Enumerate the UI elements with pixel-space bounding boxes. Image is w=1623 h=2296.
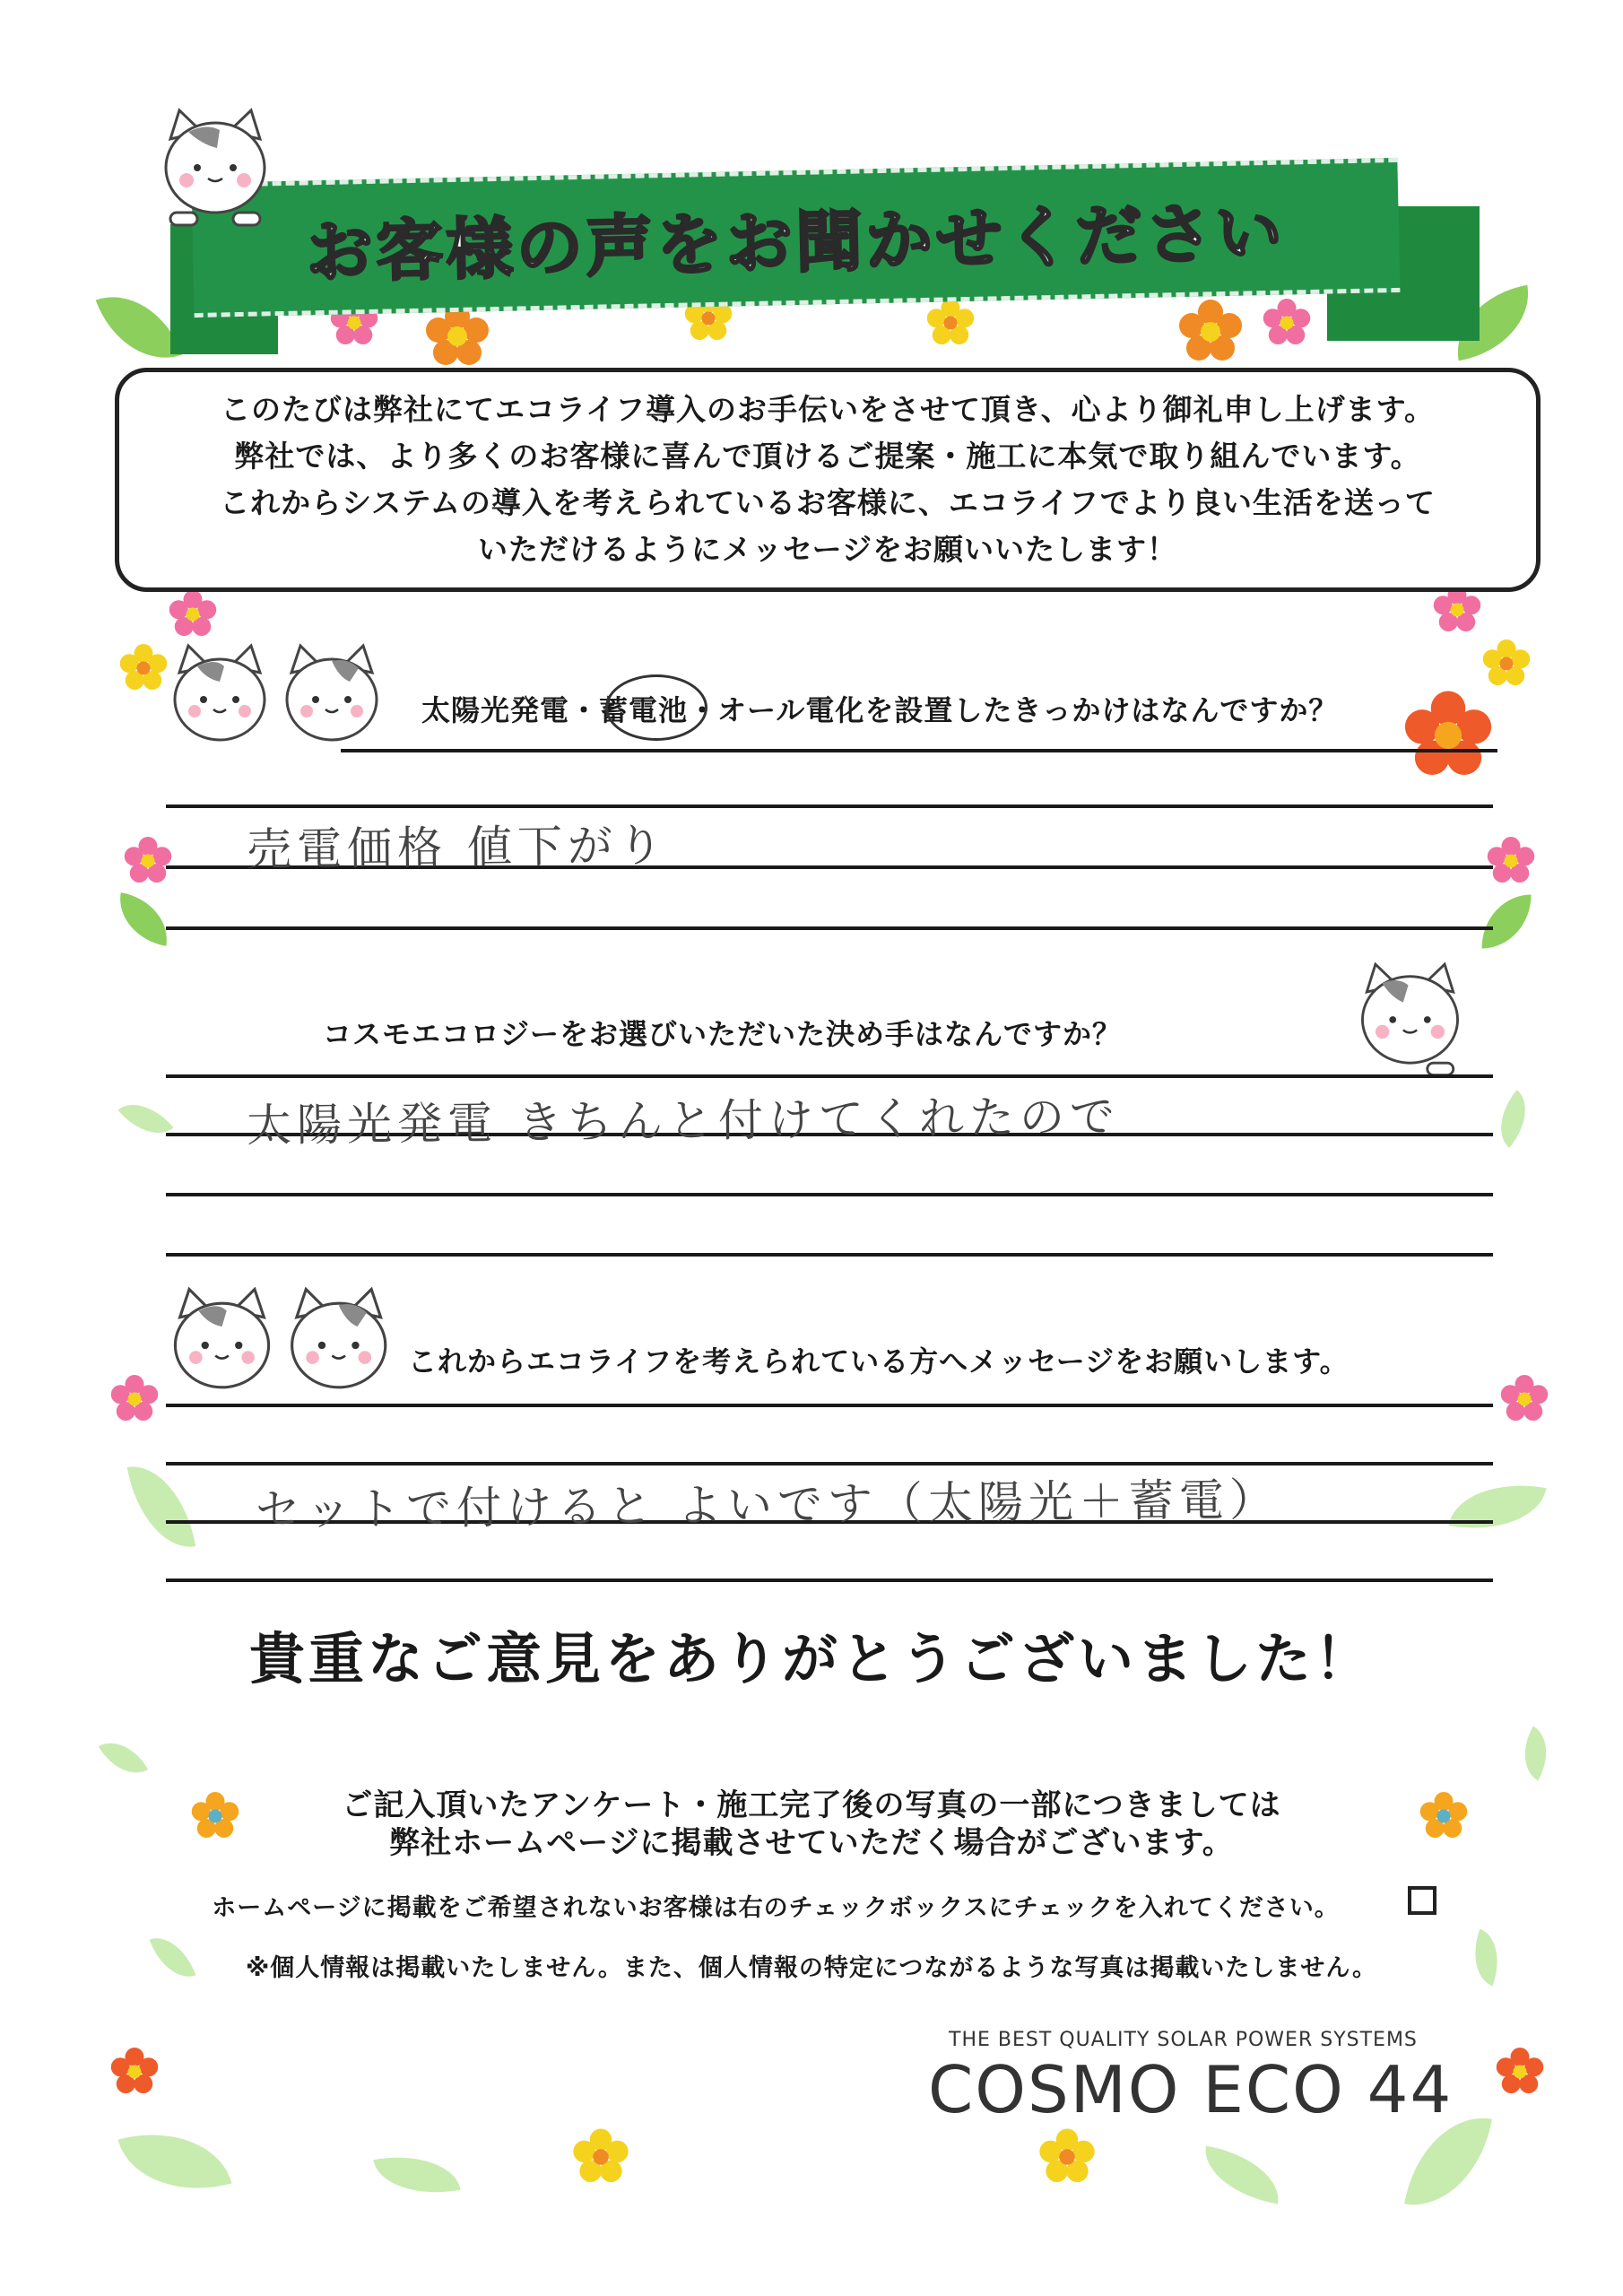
answer-1: 売電価格 値下がり — [246, 819, 669, 876]
flower-icon — [924, 296, 977, 350]
privacy-notice: ※個人情報は掲載いたしません。また、個人情報の特定につながるような写真は掲載いたしません。 — [246, 1954, 1377, 1982]
page-title: お客様の声をお聞かせください — [305, 194, 1287, 292]
leaf-decoration — [1198, 2146, 1285, 2205]
leaf-decoration — [117, 1090, 173, 1148]
notice-line-2: 弊社ホームページに掲載させていただく場合がございます。 — [389, 1825, 1234, 1861]
question-underline — [166, 1404, 1493, 1407]
flower-icon — [108, 1372, 161, 1426]
leaf-decoration — [1511, 1726, 1560, 1781]
company-logo: COSMO ECO 44 — [928, 2052, 1454, 2127]
leaf-decoration — [99, 1731, 148, 1786]
checkbox-label: ホームページに掲載をご希望されないお客様は右のチェックボックスにチェックを入れてください。 — [212, 1894, 1340, 1922]
flower-icon — [166, 587, 220, 641]
leaf-decoration — [1485, 1090, 1541, 1148]
flower-icon — [1480, 637, 1533, 691]
thanks-heading: 貴重なご意見をありがとうございました！ — [248, 1626, 1374, 1692]
intro-line: このたびは弊社にてエコライフ導入のお手伝いをさせて頂き、心より御礼申し上げます。 — [220, 392, 1436, 427]
flower-icon — [1260, 296, 1314, 350]
flower-icon — [108, 2045, 161, 2099]
logo-tagline: THE BEST QUALITY SOLAR POWER SYSTEMS — [949, 2029, 1418, 2051]
answer-3: セットで付けると よいです（太陽光＋蓄電） — [255, 1474, 1280, 1536]
question-3: これからエコライフを考えられている方へメッセージをお願いします。 — [408, 1344, 1350, 1378]
flower-icon — [1484, 834, 1538, 888]
flower-icon — [1175, 296, 1246, 368]
answer-line — [166, 926, 1493, 930]
leaf-decoration — [113, 892, 174, 946]
flower-icon — [1036, 2126, 1098, 2188]
question-underline — [166, 1074, 1493, 1078]
question-2: コスモエコロジーをお選びいただいた決め手はなんですか？ — [323, 1017, 1123, 1051]
question-1: 太陽光発電・蓄電池・オール電化を設置したきっかけはなんですか？ — [421, 693, 1339, 727]
answer-2: 太陽光発電 きちんと付けてくれたので — [246, 1090, 1121, 1152]
flower-icon — [1493, 2045, 1547, 2099]
notice-line-1: ご記入頂いたアンケート・施工完了後の写真の一部につきましては — [342, 1787, 1281, 1823]
flower-icon — [117, 641, 170, 695]
leaf-decoration — [1449, 1473, 1547, 1541]
leaf-decoration — [1482, 895, 1532, 949]
leaf-decoration — [118, 2114, 232, 2209]
leaf-decoration — [373, 2146, 460, 2205]
flower-icon — [1497, 1372, 1551, 1426]
answer-line — [166, 1253, 1493, 1257]
answer-line — [166, 1462, 1493, 1465]
question-underline — [341, 749, 1497, 752]
cat-pair-mascot-icon — [166, 641, 381, 758]
answer-line — [166, 1578, 1493, 1582]
cat-mascot-icon — [152, 103, 278, 229]
leaf-decoration — [127, 1458, 195, 1556]
title-banner — [192, 158, 1401, 317]
flower-icon — [1399, 686, 1497, 785]
intro-line: いただけるようにメッセージをお願いいたします！ — [477, 532, 1178, 567]
answer-line — [166, 804, 1493, 808]
flower-icon — [121, 834, 175, 888]
circled-option-mark — [605, 674, 707, 741]
leaf-decoration — [96, 279, 183, 377]
intro-line: これからシステムの導入を考えられているお客様に、エコライフでより良い生活を送って — [220, 485, 1436, 520]
cat-mascot-icon — [1350, 955, 1471, 1081]
answer-line — [166, 1193, 1493, 1196]
flower-icon — [569, 2126, 632, 2188]
no-publish-checkbox[interactable] — [1408, 1886, 1436, 1915]
cat-pair-mascot-icon — [166, 1283, 390, 1408]
intro-message-box — [115, 368, 1541, 592]
intro-line: 弊社では、より多くのお客様に喜んで頂けるご提案・施工に本気で取り組んでいます。 — [234, 439, 1421, 474]
